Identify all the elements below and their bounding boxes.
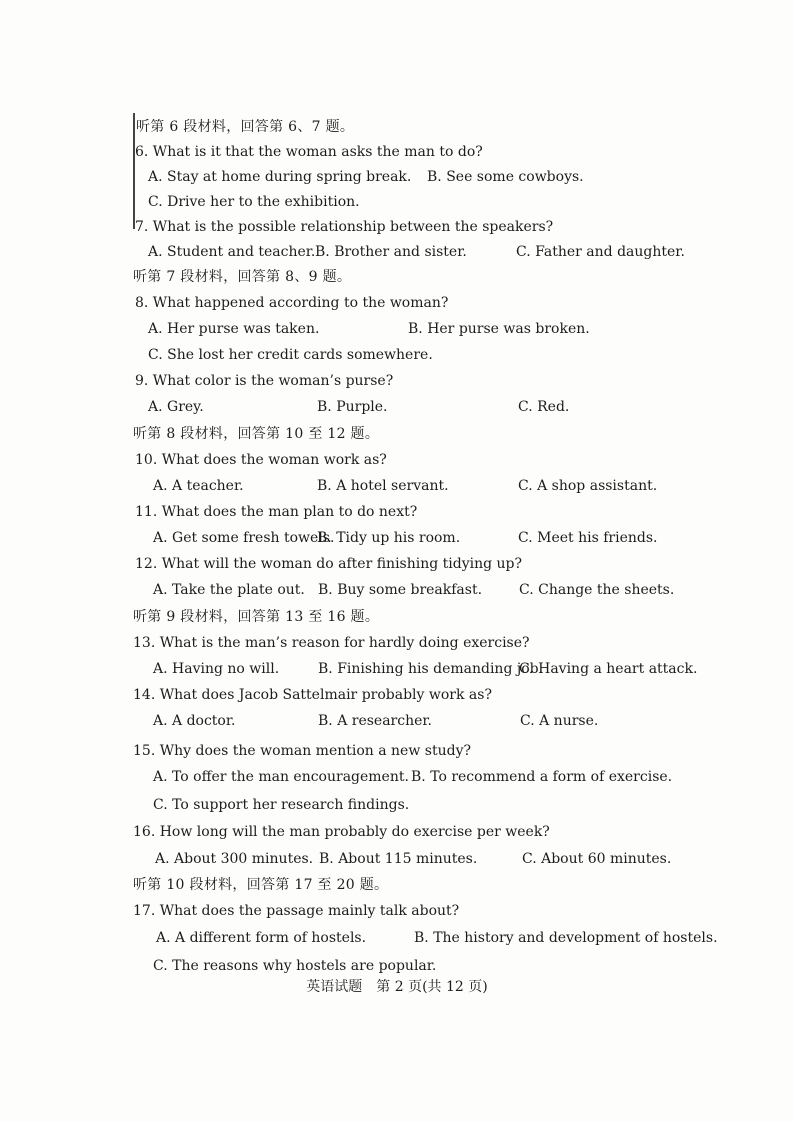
question-text: 13. What is the man’s reason for hardly doing exercise? (133, 635, 530, 651)
question-text: 17. What does the passage mainly talk about? (133, 903, 460, 919)
option-21-a: A. Having no will. (153, 661, 280, 677)
margin-rule (133, 113, 135, 229)
option-14-c: C. A shop assistant. (518, 478, 658, 494)
option-21-c: C. Having a heart attack. (519, 661, 698, 677)
option-25-a: A. To offer the man encouragement. (153, 769, 409, 785)
option-31-b: B. The history and development of hostels. (414, 930, 718, 946)
option-16-b: B. Tidy up his room. (317, 530, 461, 546)
page-footer: 英语试题 第 2 页(共 12 页) (306, 979, 488, 995)
option-5-a: A. Student and teacher. (148, 244, 316, 260)
option-5-b: B. Brother and sister. (315, 244, 467, 260)
option-32-a: C. The reasons why hostels are popular. (153, 958, 437, 974)
option-23-a: A. A doctor. (153, 713, 236, 729)
option-28-a: A. About 300 minutes. (155, 851, 314, 867)
section-heading: 听第 9 段材料，回答第 13 至 16 题。 (133, 609, 380, 625)
option-18-c: C. Change the sheets. (519, 582, 675, 598)
question-text: 16. How long will the man probably do exercise per week? (133, 824, 550, 840)
section-heading: 听第 8 段材料，回答第 10 至 12 题。 (133, 426, 380, 442)
option-28-b: B. About 115 minutes. (319, 851, 478, 867)
question-text: 7. What is the possible relationship between the speakers? (135, 219, 554, 235)
question-text: 9. What color is the woman’s purse? (135, 373, 394, 389)
option-14-a: A. A teacher. (153, 478, 244, 494)
option-5-c: C. Father and daughter. (516, 244, 685, 260)
option-11-a: A. Grey. (148, 399, 204, 415)
option-21-b: B. Finishing his demanding job. (318, 661, 544, 677)
question-text: 8. What happened according to the woman? (135, 295, 449, 311)
section-heading: 听第 6 段材料，回答第 6、7 题。 (136, 119, 355, 135)
option-31-a: A. A different form of hostels. (156, 930, 367, 946)
option-16-a: A. Get some fresh towels. (153, 530, 335, 546)
question-text: 10. What does the woman work as? (135, 452, 387, 468)
option-18-b: B. Buy some breakfast. (318, 582, 483, 598)
option-14-b: B. A hotel servant. (317, 478, 449, 494)
option-23-c: C. A nurse. (520, 713, 599, 729)
question-text: 14. What does Jacob Sattelmair probably work as? (133, 687, 492, 703)
option-25-b: B. To recommend a form of exercise. (411, 769, 673, 785)
option-2-a: A. Stay at home during spring break. (148, 169, 412, 185)
question-text: 6. What is it that the woman asks the man to do? (135, 144, 483, 160)
option-11-b: B. Purple. (317, 399, 388, 415)
option-23-b: B. A researcher. (318, 713, 432, 729)
question-text: 12. What will the woman do after finishing tidying up? (135, 556, 523, 572)
section-heading: 听第 10 段材料，回答第 17 至 20 题。 (133, 877, 389, 893)
option-8-a: A. Her purse was taken. (148, 321, 320, 337)
option-18-a: A. Take the plate out. (153, 582, 305, 598)
option-26-a: C. To support her research findings. (153, 797, 410, 813)
option-16-c: C. Meet his friends. (518, 530, 658, 546)
option-11-c: C. Red. (518, 399, 570, 415)
question-text: 15. Why does the woman mention a new study? (133, 743, 471, 759)
option-28-c: C. About 60 minutes. (522, 851, 672, 867)
option-9-a: C. She lost her credit cards somewhere. (148, 347, 433, 363)
option-2-b: B. See some cowboys. (427, 169, 584, 185)
question-text: 11. What does the man plan to do next? (135, 504, 418, 520)
option-8-b: B. Her purse was broken. (408, 321, 590, 337)
option-3-a: C. Drive her to the exhibition. (148, 194, 360, 210)
section-heading: 听第 7 段材料，回答第 8、9 题。 (133, 269, 352, 285)
